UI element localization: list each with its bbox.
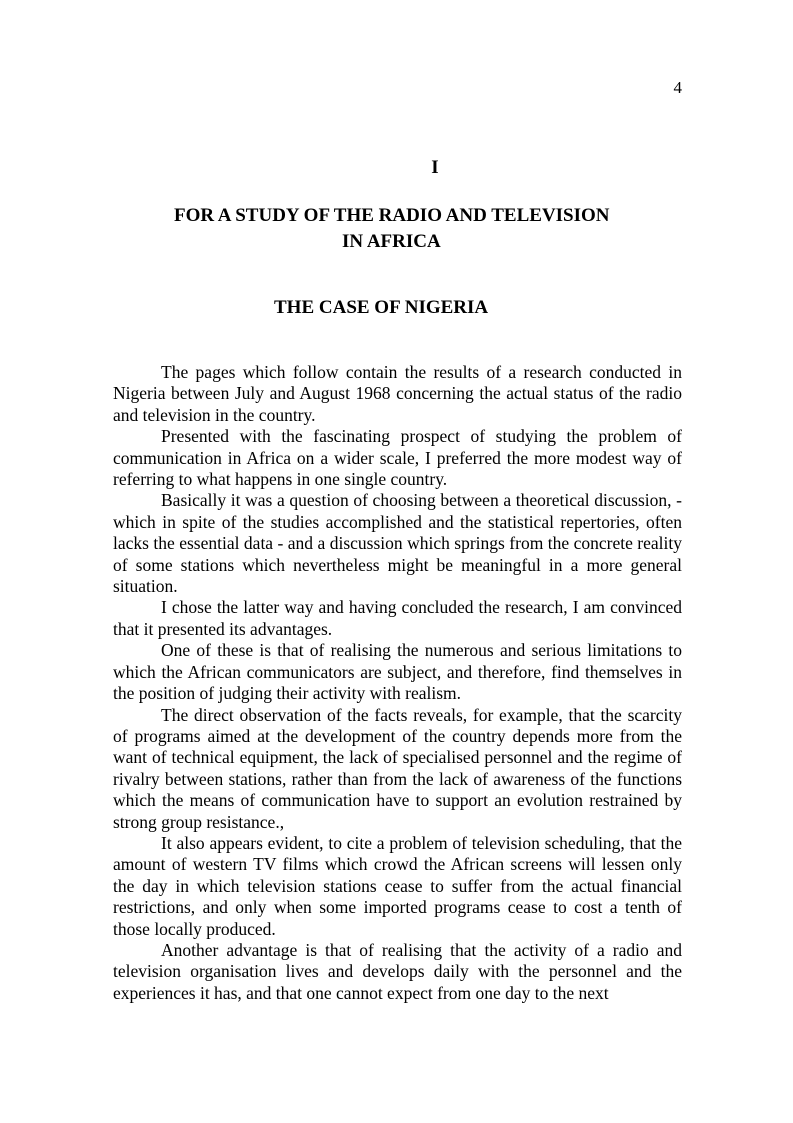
paragraph-5: One of these is that of realising the numerous and serious limitations to which the African communicators are subject, and therefore, find themselves in the position of judging their activity with realism. bbox=[113, 640, 682, 704]
paragraph-8: Another advantage is that of realising that the activity of a radio and television organisation lives and develops daily with the personnel and the experiences it has, and that one cannot expect from one day to the next bbox=[113, 939, 682, 1003]
page-number: 4 bbox=[673, 78, 682, 97]
chapter-title-line-1: FOR A STUDY OF THE RADIO AND TELEVISION bbox=[174, 205, 610, 226]
chapter-numeral: I bbox=[431, 157, 439, 178]
paragraph-2: Presented with the fascinating prospect of studying the problem of communication in Africa on a wider scale, I preferred the more modest way of referring to what happens in one single country. bbox=[113, 426, 682, 490]
paragraph-7: It also appears evident, to cite a problem of television scheduling, that the amount of western TV films which crowd the African screens will lessen only the day in which television stations cease to suffer from the actual financial restrictions, and only when some imported programs cease to cost a tenth of those locally produced. bbox=[113, 832, 682, 939]
paragraph-3: Basically it was a question of choosing between a theoretical discussion, - which in spite of the studies accomplished and the statistical repertories, often lacks the essential data - and a discussion which springs from the concrete reality of some stations which nevertheless might be meaningful in a more general situation. bbox=[113, 490, 682, 597]
chapter-title-line-2: IN AFRICA bbox=[342, 231, 441, 252]
chapter-subtitle: THE CASE OF NIGERIA bbox=[274, 297, 489, 318]
paragraph-1: The pages which follow contain the results of a research conducted in Nigeria between July and August 1968 concerning the actual status of the radio and television in the country. bbox=[113, 362, 682, 425]
body-text bbox=[113, 362, 682, 1004]
paragraph-6: The direct observation of the facts reveals, for example, that the scarcity of programs aimed at the development of the country depends more from the want of technical equipment, the lack of specialised personnel and the regime of rivalry between stations, rather than from the lack of awareness of the functions which the means of communication have to support an evolution restrained by strong group resistance., bbox=[113, 704, 682, 832]
paragraph-4: I chose the latter way and having concluded the research, I am convinced that it presented its advantages. bbox=[113, 597, 682, 639]
